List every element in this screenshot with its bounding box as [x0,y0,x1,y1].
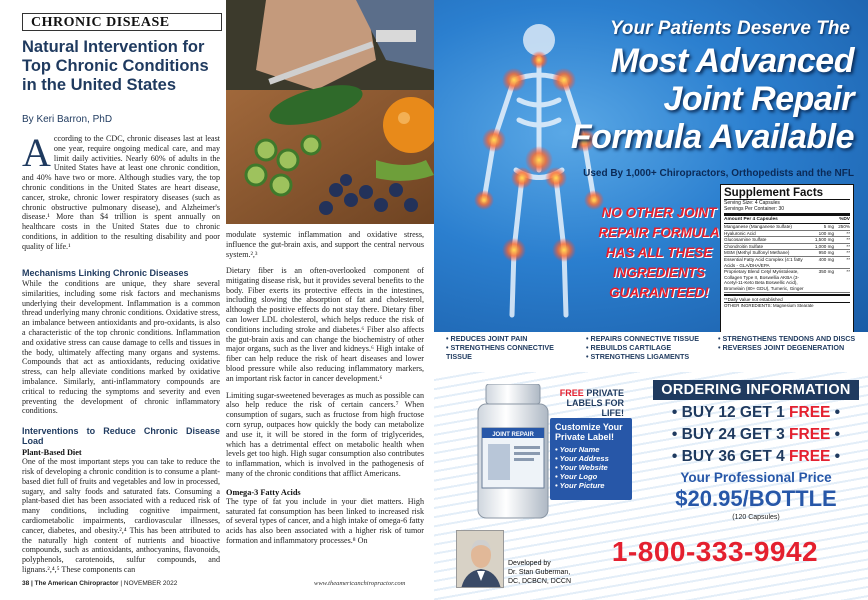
benefit-item: • STRENGTHENS LIGAMENTS [586,352,714,361]
ad-headline-small: Your Patients Deserve The [609,18,850,39]
supplement-bottle-image [474,384,552,522]
benefit-item: • STRENGTHENS TENDONS AND DISCS [718,334,863,343]
benefits-column-3 [718,334,863,352]
supplement-facts-panel [720,184,854,356]
customize-item: • Your Name [555,445,627,454]
supplement-name: Glucosamine Sulfate [724,237,767,243]
right-column [226,266,424,546]
left-column-lower [22,265,220,575]
supplement-amount: 350 mg [818,269,834,275]
benefit-item: • REDUCES JOINT PAIN [446,334,574,343]
doctor-photo [456,530,504,588]
page-footer: 38 | The American Chiropractor | NOVEMBER 2022 [22,580,178,587]
supplement-name: Proprietary Blend Cetyl Myristoleate, Collagen Type II, Boswellia AKBA (3-Acetyl-11-Keto Beta Boswellic Acid), Bromelain (80+ GDU), Tumeric, Ginger [724,269,804,291]
supplement-facts-rows [724,224,850,293]
supplement-row [724,244,850,251]
supplement-dv: ** [846,250,850,256]
supplement-row [724,237,850,244]
issue-date: NOVEMBER 2022 [123,580,178,587]
supplement-facts-title: Supplement Facts [724,187,850,200]
supplement-name: Hyaluronic Acid [724,230,756,236]
bottle-label: JOINT REPAIR [492,432,534,438]
advertisement-page [434,0,868,600]
supplement-row [724,269,850,292]
supplement-name: Chondroitin Sulfate [724,243,764,249]
benefit-item: • REBUILDS CARTILAGE [586,343,714,352]
supplement-dv: 250% [838,224,850,229]
supplement-row [724,257,850,269]
supplement-facts-header: Amount Per 4 Capsules %DV [724,217,850,222]
customize-title: Customize Your Private Label! [555,422,623,442]
magazine-name: The American Chiropractor [34,580,119,587]
supplement-dv: ** [846,269,850,275]
supplement-name: Manganese (Manganese Sulfate) [724,224,792,229]
benefits-column-1 [446,334,574,361]
supplement-amount: 950 mg [818,250,834,256]
free-labels-text: FREE PRIVATE LABELS FOR LIFE! [559,388,624,418]
heading-omega: Omega-3 Fatty Acids [226,487,301,497]
ordering-info-banner: ORDERING INFORMATION [653,380,859,400]
supplement-amount: 5 mg [823,224,834,229]
vegetables-photo [226,0,434,224]
customize-label-box [550,418,632,500]
heading-mechanisms: Mechanisms Linking Chronic Diseases [22,268,189,278]
benefit-item: • STRENGTHENS CONNECTIVE TISSUE [446,343,574,361]
supplement-amount: 1,500 mg [814,237,834,243]
byline: By Keri Barron, PhD [22,114,113,125]
intro-paragraph: According to the CDC, chronic diseases last at least one year, require ongoing medical care, and may limit daily activities. Nearly 60% of adults in the United States have at least one chronic condition, and 40% have two or more. Although studies vary, the top chronic conditions in the United States are heart disease, cancer, stroke, chronic lower respiratory diseases (such as chronic obstructive pulmonary disease), and Alzheimer's disease.¹ More than $4 trillion is spent annually on healthcare costs in the United States due to chronic conditions, in addition to the resulting disability and poor quality of life.¹ [22,130,220,251]
supplement-dv: ** [846,256,850,262]
fiber-paragraph: Dietary fiber is an often-overlooked component of mitigating disease risk, but it provides several benefits to the body. Fiber exerts its protective effects in the intestines, including slowing the absorption of fat and cholesterol, although the positive effects do not stay there. Dietary fiber can lower LDL cholesterol, which helps reduce the risk of conditions including stroke and diabetes.⁶ Fiber also affects the gut-brain axis and can change the biochemistry of other major organs, such as the liver and kidneys.⁶ High intake of fiber can help reduce the risk of heart diseases and lower blood pressure while also reducing inflammatory markers, an important risk factor in cancer development.⁶ [226,266,424,383]
benefit-item: • REVERSES JOINT DEGENERATION [718,343,863,352]
benefits-list [434,332,868,372]
supplement-row [724,224,850,231]
serving-info: Serving Size: 4 Capsules Servings Per Container: 30 [724,200,850,216]
supplement-amount: 100 mg [818,230,834,236]
mechanisms-paragraph: While the conditions are unique, they share several similarities, including some risk factors and mechanisms underlying their development. Inflammation is a common thread underlying many chronic conditions. Oxidative stress, an imbalance between antioxidants and pro-oxidants, is also a characteristic of the top chronic conditions. Inflammation and oxidative stress can cause damage to cells and tissues in the body, ultimately affecting many organs and systems. Compounds that act as antioxidants, reducing oxidative stress, can help alleviate conditions marked by oxidative imbalance. Similarly, anti-inflammatory compounds are critical to reducing the symptoms and severity and even preventing the development of chronic inflammatory conditions. [22,279,220,416]
sugar-paragraph: Limiting sugar-sweetened beverages as much as possible can also help reduce the risk of certain cancers.⁷ When consumption of sugars, such as fructose from high fructose corn syrup, outpaces how quickly the body can metabolize and use it, it will be stored in the form of triglycerides, which has a detrimental effect on metabolic health when levels get too high. High sugar consumption also contributes to inflammation, which is involved in the pathogenesis of many of the chronic conditions that afflict Americans. [226,390,424,478]
benefit-item: • REPAIRS CONNECTIVE TISSUE [586,334,714,343]
phone-number[interactable]: 1-800-333-9942 [611,536,819,567]
guarantee-text: NO OTHER JOINT REPAIR FORMULA HAS ALL THESE INGREDIENTS GUARANTEED! [598,205,720,300]
supplement-dv: ** [846,243,850,249]
cutting-board-illustration [226,0,434,224]
offer-line: • BUY 24 GET 3 FREE • [671,426,841,443]
other-ingredients: OTHER INGREDIENTS: Magnesium Stearate [724,302,850,308]
supplement-amount: 400 mg [818,256,834,262]
supplement-name: Essential Fatty Acid Complex (4:1 fatty Acids - GLA/DHA/EPA [724,256,803,268]
supplement-name: MSM (Methyl Sulfonyl Methane) [724,250,790,256]
developer-credit: Developed by Dr. Stan Guberman, DC, DCBCN, DCCN [508,560,571,585]
heading-interventions: Interventions to Reduce Chronic Disease Load [22,426,220,447]
page-number: 38 [22,580,30,587]
benefits-column-2 [586,334,714,361]
footer-url: www.theamericanchiropractor.com [314,580,406,587]
offer-line: • BUY 36 GET 4 FREE • [671,448,841,465]
supplement-row [724,250,850,257]
customize-item: • Your Address [555,454,627,463]
used-by-text: Used By 1,000+ Chiropractors, Orthopedists and the NFL [583,168,854,179]
daily-value-note: **Daily Value not established [724,294,850,302]
section-tag: CHRONIC DISEASE [22,13,222,31]
price-value: $20.95/BOTTLE [675,486,837,511]
offer-line: • BUY 12 GET 1 FREE • [671,404,841,421]
drop-cap: A [22,130,51,175]
supplement-dv: ** [846,230,850,236]
supplement-dv: ** [846,237,850,243]
customize-item: • Your Website [555,463,627,472]
article-title: Natural Intervention for Top Chronic Conditions in the United States [22,38,209,94]
supplement-amount: 1,000 mg [814,243,834,249]
supplement-row [724,231,850,238]
capsule-count: (120 Capsules) [732,514,780,521]
customize-item: • Your Picture [555,481,627,490]
omega-paragraph: The type of fat you include in your diet matters. High saturated fat consumption has been linked to increased risk of several types of cancer, and a high intake of omega-6 fatty acids has also been associated with a higher risk of tumor formation and inflammatory processes.⁸ On [226,496,424,545]
ad-headline: Most Advanced Joint Repair Formula Available [570,42,854,156]
price-label: Your Professional Price [680,470,832,485]
intro-continuation: modulate systemic inflammation and oxidative stress, influence the gut-brain axis, and support the central nervous system.²,³ [226,230,424,259]
plant-paragraph: One of the most important steps you can take to reduce the risk of developing a chronic condition is to consume a plant-based diet full of fruits and vegetables and low in processed, sugary, and salty foods and saturated fats. Consuming a plant-based diet has been associated with a reduced risk of many conditions, including cognitive impairment, cardiometabolic impairments, cardiovascular illnesses, cancer, diabetes, and obesity.²,⁴ This has been attributed to the naturally high content of nutrients and bioactive compounds, such as antioxidants, anthocyanins, flavonoids, polyphenols, carotenoids, sulfur compounds, and lignans.²,⁴,⁵ These components can [22,457,220,574]
heading-plant-based: Plant-Based Diet [22,448,82,458]
customize-item: • Your Logo [555,472,627,481]
